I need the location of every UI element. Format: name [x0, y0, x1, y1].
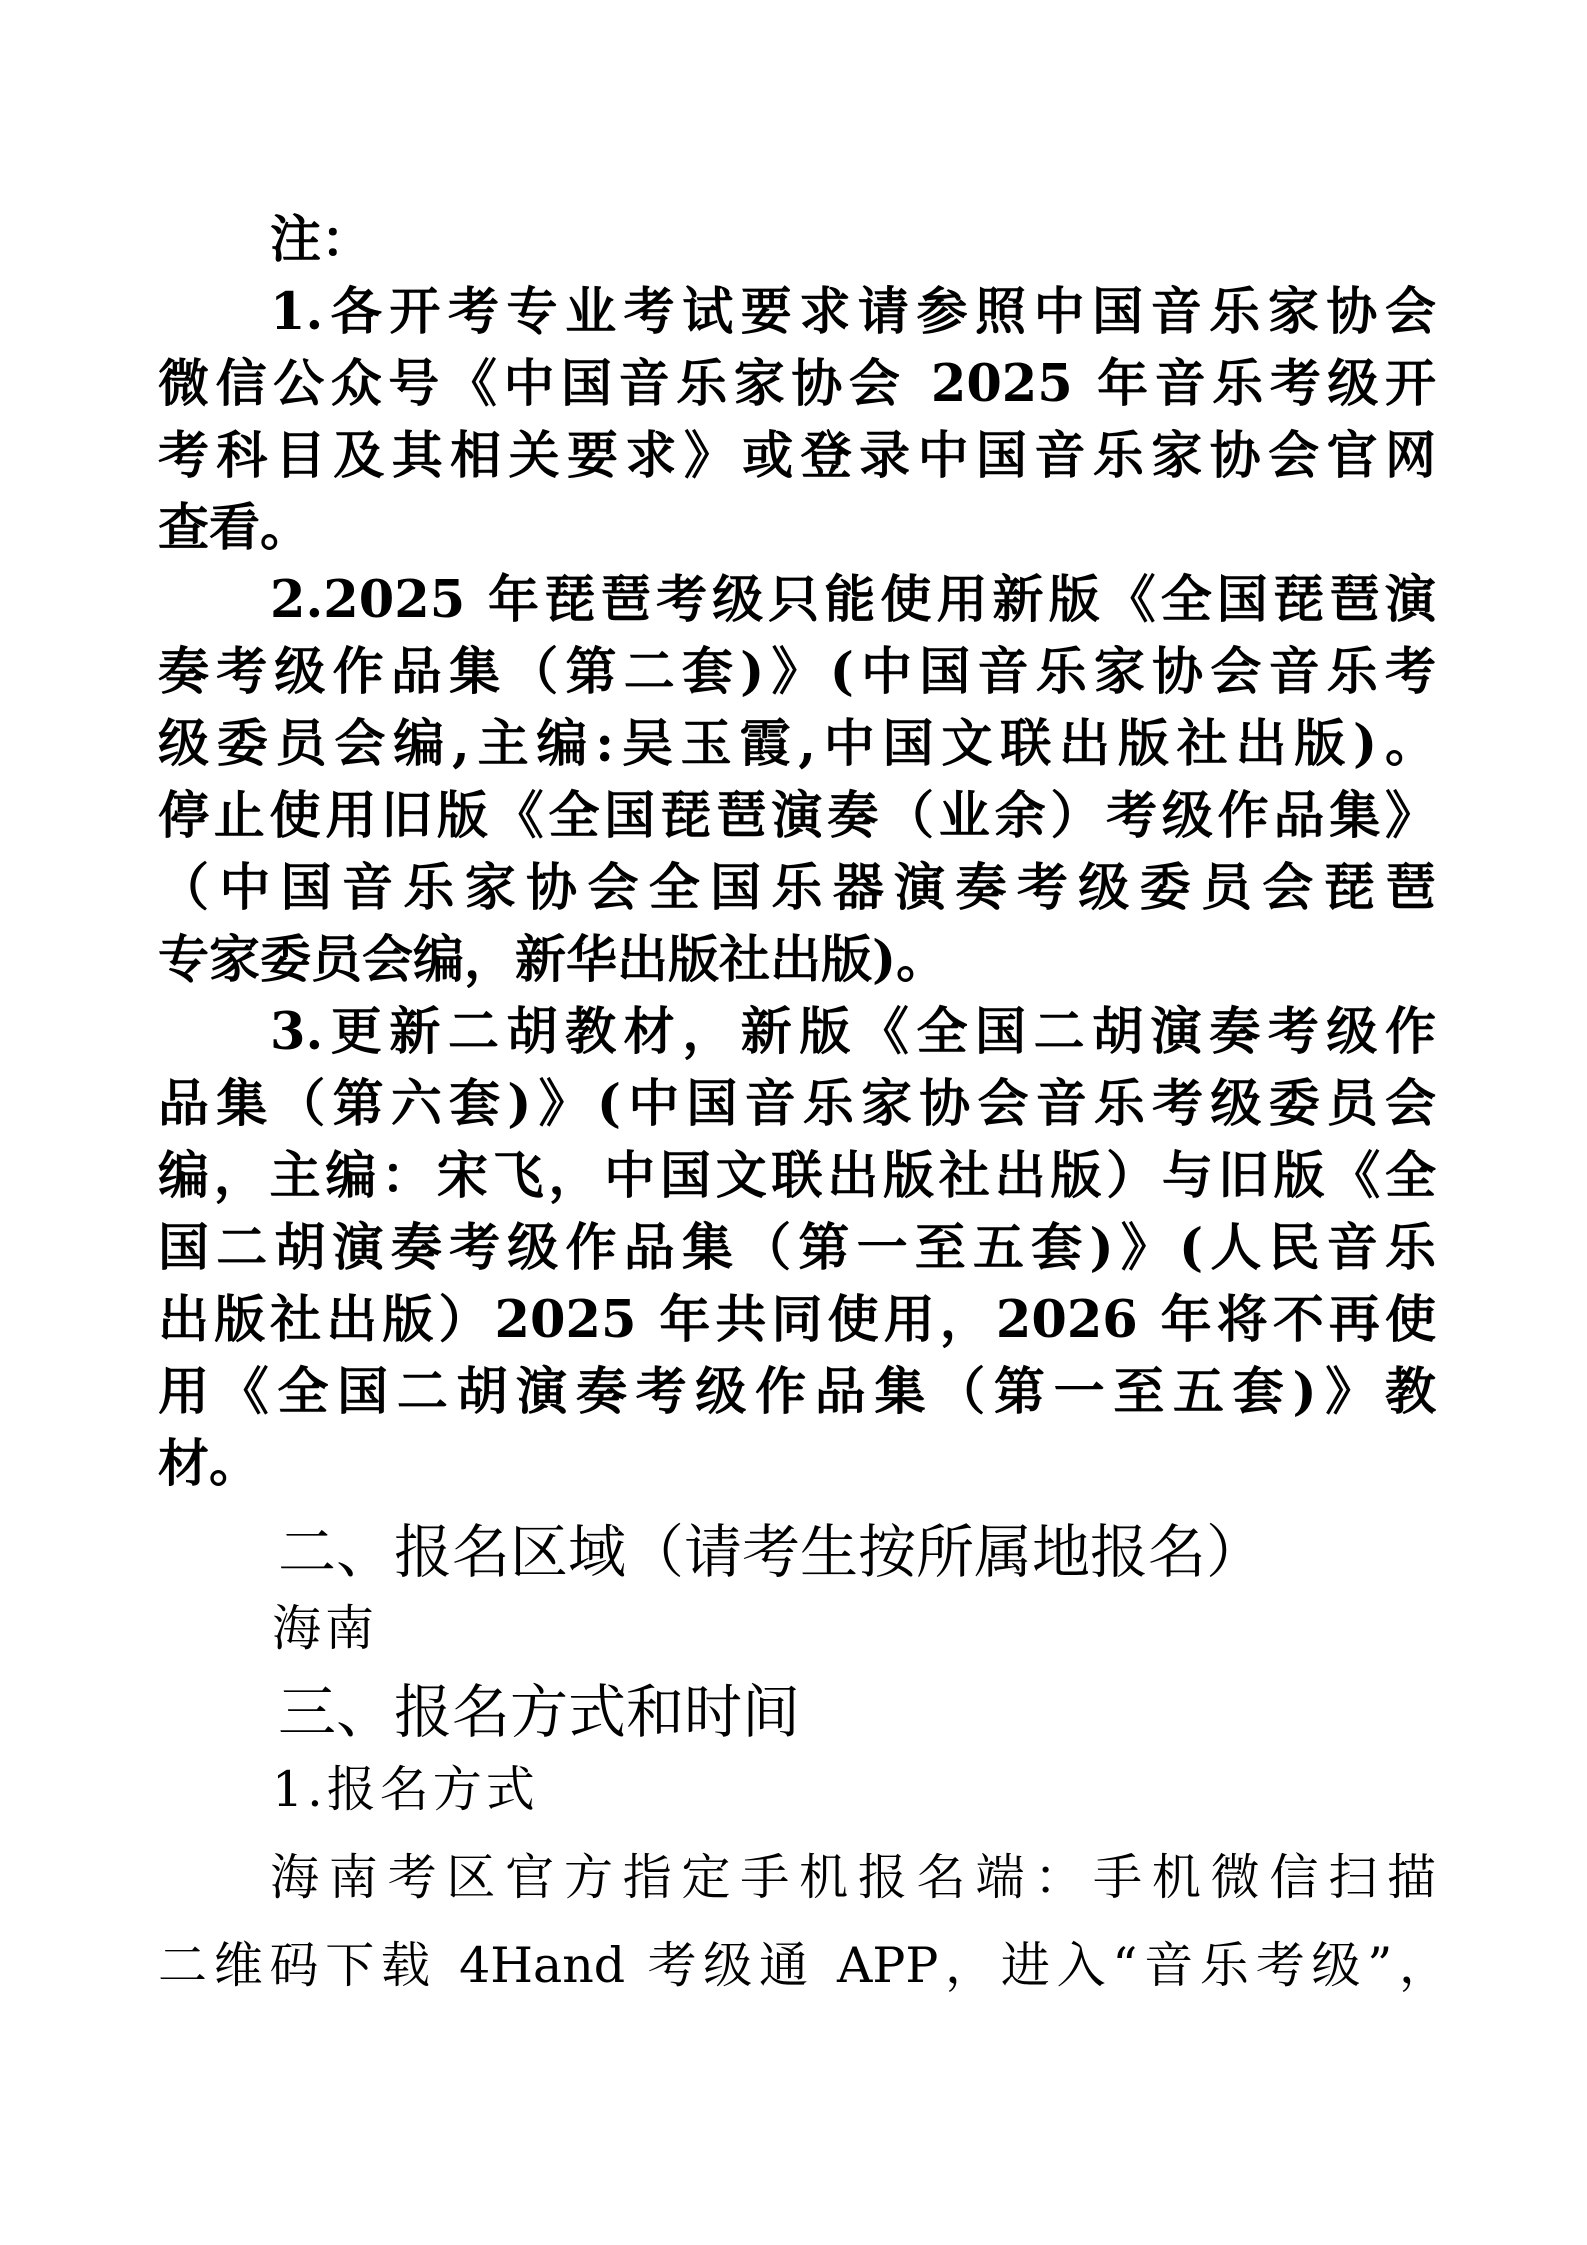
section3-heading: 三、报名方式和时间 [278, 1678, 801, 1746]
section3-para-line-1: 海南考区官方指定手机报名端：手机微信扫描 [270, 1849, 1436, 1906]
note2-line-6: 专家委员会编，新华出版社出版)。 [158, 930, 948, 990]
note3-line-3: 编，主编：宋飞，中国文联出版社出版）与旧版《全 [158, 1146, 1436, 1206]
note3-line-5: 出版社出版）2025 年共同使用，2026 年将不再使 [158, 1290, 1436, 1350]
section3-sub1: 1.报名方式 [272, 1761, 539, 1818]
note1-line-1: 1.各开考专业考试要求请参照中国音乐家协会 [270, 282, 1436, 342]
note3-line-7: 材。 [158, 1434, 261, 1494]
note2-line-2: 奏考级作品集（第二套)》(中国音乐家协会音乐考 [158, 642, 1436, 702]
section3-para-line-2: 二维码下载 4Hand 考级通 APP，进入“音乐考级”， [158, 1937, 1448, 1994]
section2-content: 海南 [272, 1600, 379, 1657]
note2-line-5: （中国音乐家协会全国乐器演奏考级委员会琵琶 [158, 858, 1436, 918]
note2-line-1: 2.2025 年琵琶考级只能使用新版《全国琵琶演 [270, 570, 1436, 630]
note3-line-4: 国二胡演奏考级作品集（第一至五套)》(人民音乐 [158, 1218, 1436, 1278]
note3-line-6: 用《全国二胡演奏考级作品集（第一至五套)》教 [158, 1362, 1436, 1422]
section2-heading: 二、报名区域（请考生按所属地报名） [278, 1518, 1265, 1586]
note1-line-4: 查看。 [158, 498, 312, 558]
note2-line-4: 停止使用旧版《全国琵琶演奏（业余）考级作品集》 [158, 786, 1436, 846]
note1-line-3: 考科目及其相关要求》或登录中国音乐家协会官网 [158, 426, 1436, 486]
note-label: 注： [270, 210, 373, 270]
note1-line-2: 微信公众号《中国音乐家协会 2025 年音乐考级开 [158, 354, 1436, 414]
note3-line-2: 品集（第六套)》(中国音乐家协会音乐考级委员会 [158, 1074, 1436, 1134]
note2-line-3: 级委员会编,主编:吴玉霞,中国文联出版社出版)。 [158, 714, 1436, 774]
note3-line-1: 3.更新二胡教材，新版《全国二胡演奏考级作 [270, 1002, 1436, 1062]
